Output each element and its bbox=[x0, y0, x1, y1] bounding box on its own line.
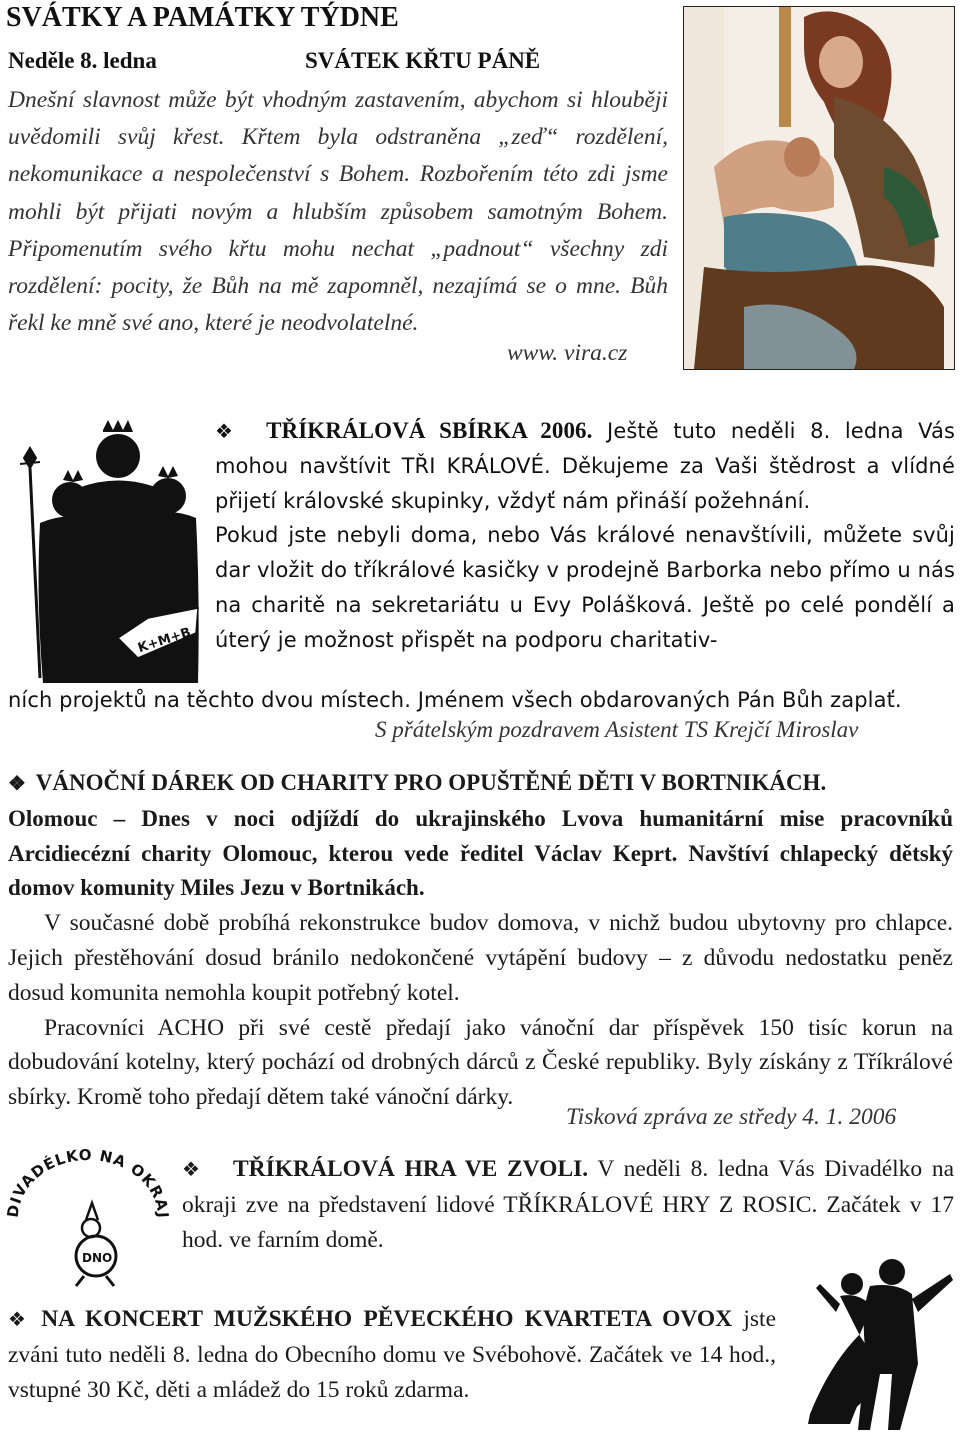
charity-paragraph-1: V současné době probíhá rekonstrukce budov domova, v nichž budou ubytovny pro chlapce. Jejich přestěhování dosud bránilo nedokončené vytápění budovy – z důvodu nedostatku peněz dosud komunita nemohla koupit potřebný kotel. bbox=[8, 910, 953, 1006]
dno-mark: DNO bbox=[82, 1251, 113, 1265]
charity-paragraph-2: Pracovníci ACHO při své cestě předají jako vánoční dar příspěvek 150 tisíc korun na dobudování kotelny, který pochází od drobných dárců z České republiky. Byly získány z Tříkrálové sbírky. Kromě toho předají dětem také vánoční dárky. bbox=[8, 1014, 953, 1111]
feast-text: Dnešní slavnost může být vhodným zastavením, abychom si hlouběji uvědomili svůj křest. Křtem byla odstraněna „zeď“ rozdělení, nekomunikace a nespolečenství s Bohem. Rozbořením této zdi jsme mohli být přijati novým a hlubším způsobem samotným Bohem. Připomenutím svého křtu mohu nechat „padnout“ všechny zdi rozdělení: pocity, že Bůh na mě zapomněl, nezajímá se o mne. Bůh řekl ke mně své ano, které je neodvolatelné. bbox=[8, 87, 668, 337]
kmb-monogram: K+M+B bbox=[136, 625, 193, 657]
charity-heading: VÁNOČNÍ DÁREK OD CHARITY PRO OPUŠTĚNÉ DĚTI V BORTNIKÁCH. bbox=[35, 770, 827, 795]
trikralova-text-2: Pokud jste nebyli doma, nebo Vás králové nenavštívili, můžete svůj dar vložit do tříkrálové kasičky v prodejně Barborka nebo přímo u nás na charitě na sekretariátu u Evy Polášková. Ještě po celé pondělí a úterý je možnost přispět na podporu charitativ- bbox=[215, 523, 955, 652]
trikralova-text-3: ních projektů na těchto dvou místech. Jménem všech obdarovaných Pán Bůh zaplať. bbox=[8, 688, 902, 712]
trikralova-heading: TŘÍKRÁLOVÁ SBÍRKA 2006. bbox=[266, 418, 593, 443]
page-title: SVÁTKY A PAMÁTKY TÝDNE bbox=[6, 2, 399, 33]
charity-heading-line bbox=[8, 766, 953, 802]
bullet-icon: ❖ bbox=[8, 1309, 26, 1331]
press-release-note: Tisková zpráva ze středy 4. 1. 2006 bbox=[566, 1104, 897, 1130]
divadelko-logo bbox=[6, 1148, 171, 1288]
hra-text: V neděli 8. ledna Vás Divadélko na okraji zve na představení lidové TŘÍKRÁLOVÉ HRY Z ROSIC. Začátek v 17 hod. ve farním domě. bbox=[182, 1156, 955, 1253]
bullet-icon: ❖ bbox=[215, 419, 234, 443]
charity-lead: Olomouc – Dnes v noci odjíždí do ukrajinského Lvova humanitární mise pracovníků Arcidiecézní charity Olomouc, kterou vede ředitel Václav Keprt. Navštíví chlapecký dětský domov komunity Miles Jezu v Bortnikách. bbox=[8, 805, 953, 901]
trikralova-text-1: Ještě tuto neděli 8. ledna Vás mohou navštívit TŘI KRÁLOVÉ. Děkujeme za Vaši štědrost a vlídné přijetí královské skupinky, vždyť nám přináší požehnání. bbox=[215, 419, 956, 513]
svg-text:DIVADÉLKO NA OKRAJI bbox=[6, 1148, 171, 1219]
three-kings-image bbox=[18, 418, 203, 688]
trikralova-paragraph-1 bbox=[215, 414, 955, 518]
feast-source: www. vira.cz bbox=[507, 340, 628, 366]
trikralova-signature: S přátelským pozdravem Asistent TS Krejčí Miroslav bbox=[375, 717, 859, 742]
koncert-heading: NA KONCERT MUŽSKÉHO PĚVECKÉHO KVARTETA OVOX bbox=[41, 1306, 733, 1332]
trikralova-section bbox=[215, 414, 955, 658]
baptism-statue-image bbox=[683, 6, 955, 370]
sunday-date: Neděle 8. ledna bbox=[8, 48, 157, 73]
hra-paragraph bbox=[182, 1152, 954, 1257]
bullet-icon: ❖ bbox=[182, 1159, 200, 1181]
divadelko-logo-text: IVADÉLKO NA OKRAJ bbox=[6, 1148, 171, 1220]
charity-section bbox=[8, 766, 953, 1115]
koncert-paragraph bbox=[8, 1302, 776, 1407]
dancing-couple-image bbox=[800, 1254, 958, 1430]
bullet-icon: ❖ bbox=[8, 773, 26, 795]
koncert-text: jste zváni tuto neděli 8. ledna do Obecního domu ve Svébohově. Začátek ve 14 hod., vstupné 30 Kč, děti a mládež do 15 roků zdarma. bbox=[8, 1306, 776, 1403]
hra-heading: TŘÍKRÁLOVÁ HRA VE ZVOLI. bbox=[232, 1156, 589, 1182]
feast-name: SVÁTEK KŘTU PÁNĚ bbox=[305, 48, 541, 73]
